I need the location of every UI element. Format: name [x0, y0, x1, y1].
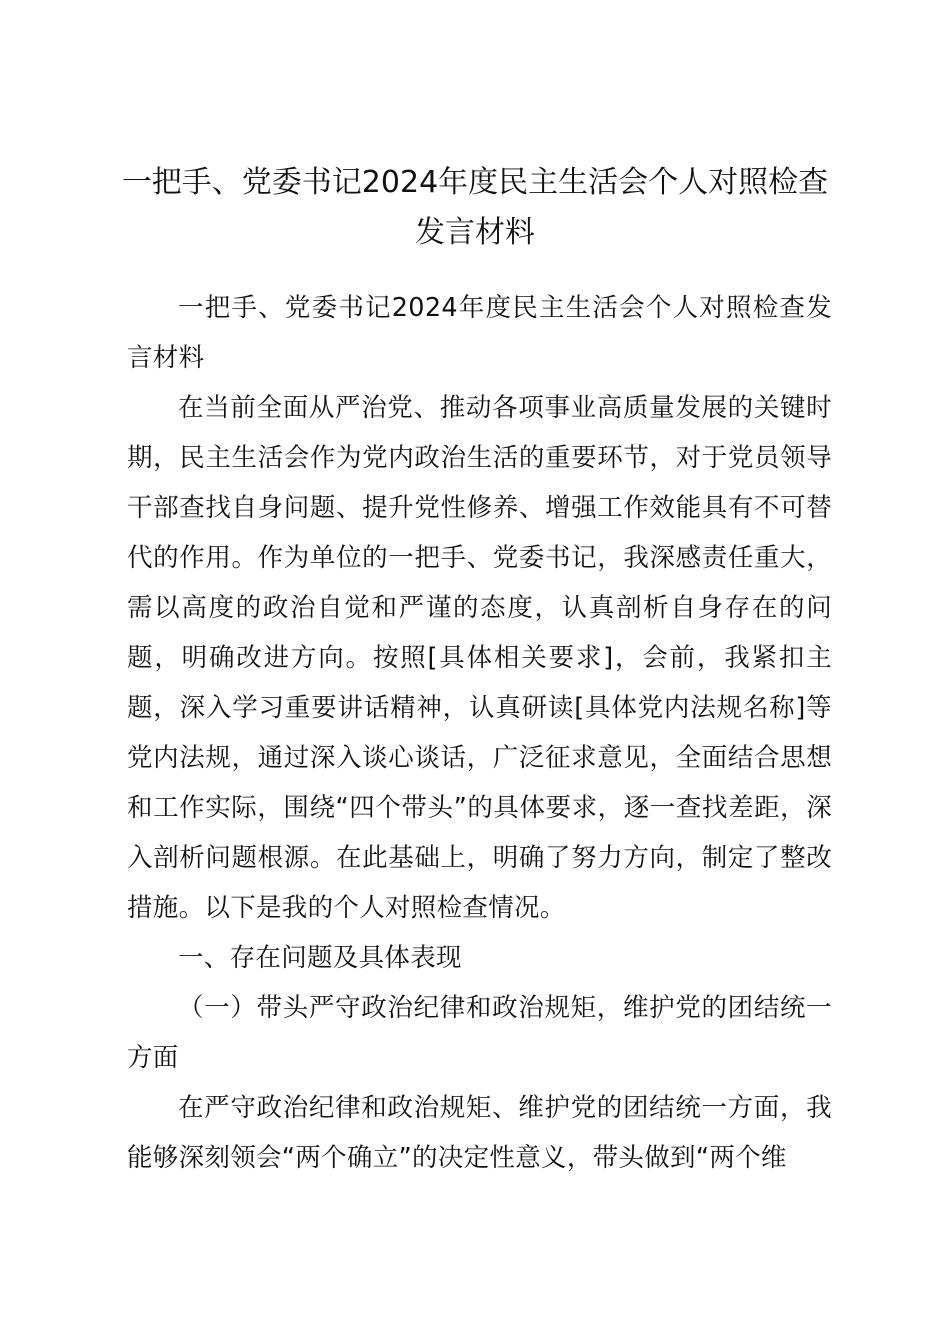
document-body — [127, 283, 832, 1183]
paragraph-intro: 在当前全面从严治党、推动各项事业高质量发展的关键时期，民主生活会作为党内政治生活的重要环节，对于党员领导干部查找自身问题、提升党性修养、增强工作效能具有不可替代的作用。作为单位的一把手、党委书记，我深感责任重大，需以高度的政治自觉和严谨的态度，认真剖析自身存在的问题，明确改进方向。按照[具体相关要求]，会前，我紧扣主题，深入学习重要讲话精神，认真研读[具体党内法规名称]等党内法规，通过深入谈心谈话，广泛征求意见，全面结合思想和工作实际，围绕“四个带头”的具体要求，逐一查找差距，深入剖析问题根源。在此基础上，明确了努力方向，制定了整改措施。以下是我的个人对照检查情况。 — [127, 393, 832, 923]
document-title: 一把手、党委书记2024年度民主生活会个人对照检查发言材料 — [121, 165, 829, 250]
paragraph-heading-repeat: 一把手、党委书记2024年度民主生活会个人对照检查发言材料 — [127, 293, 832, 373]
subsection-heading-1: （一）带头严守政治纪律和政治规矩，维护党的团结统一方面 — [127, 993, 832, 1073]
section-heading-1: 一、存在问题及具体表现 — [178, 943, 462, 973]
paragraph-section-1: 在严守政治纪律和政治规矩、维护党的团结统一方面，我能够深刻领会“两个确立”的决定性意义，带头做到“两个维 — [127, 1093, 832, 1173]
